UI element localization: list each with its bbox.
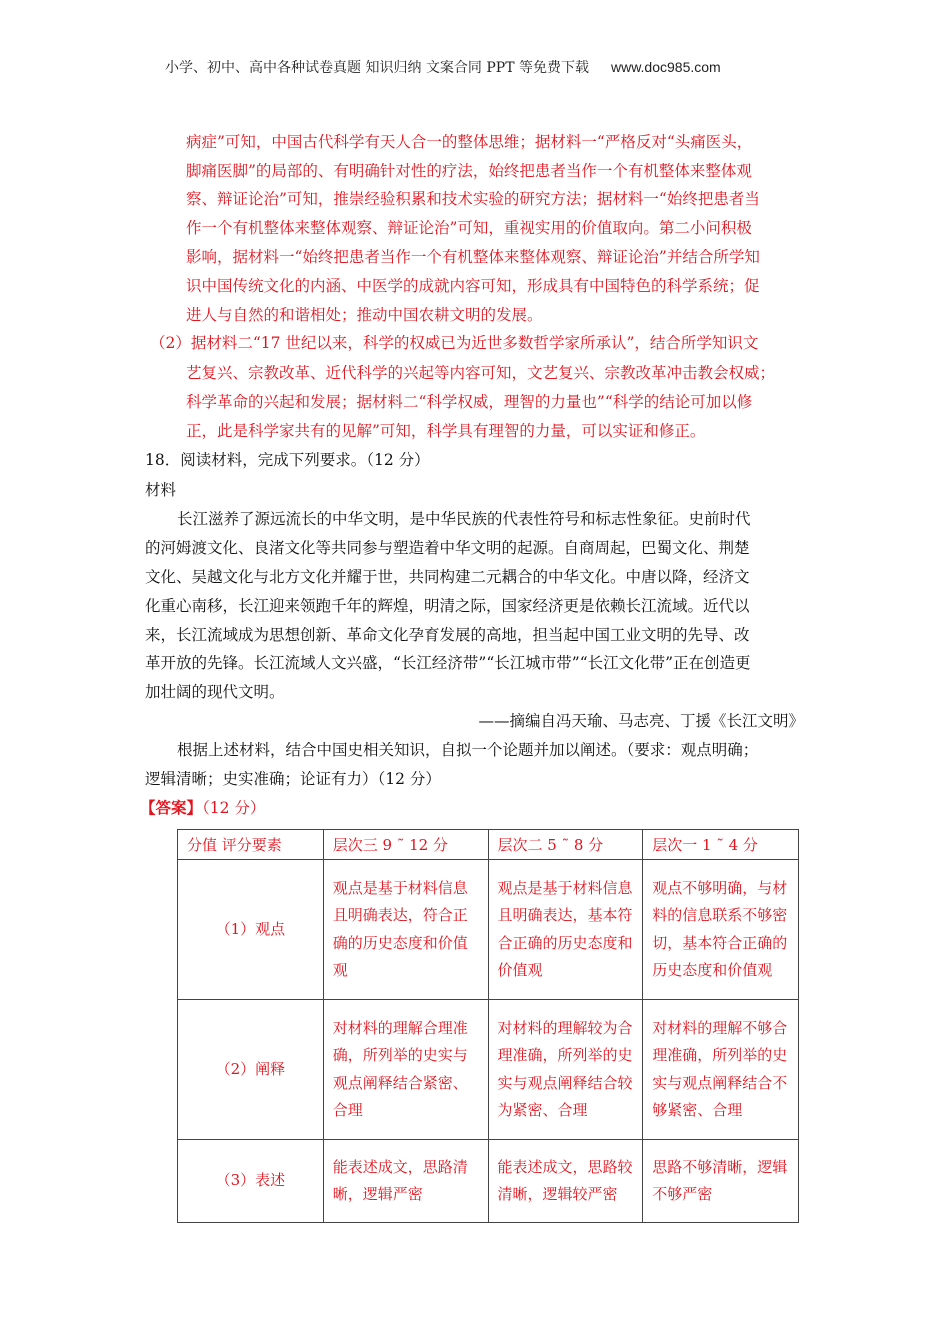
- answer-line: 科学革命的兴起和发展；据材料二“科学权威，理智的力量也”“科学的结论可加以修: [186, 393, 753, 411]
- header-text: 小学、初中、高中各种试卷真题 知识归纳 文案合同 PPT 等免费下载: [165, 60, 589, 76]
- answer-line: 艺复兴、宗教改革、近代科学的兴起等内容可知，文艺复兴、宗教改革冲击教会权威；: [186, 364, 776, 382]
- table-cell: 对材料的理解合理准确，所列举的史实与观点阐释结合紧密、合理: [323, 1000, 488, 1140]
- answer-line: 进人与自然的和谐相处；推动中国农耕文明的发展。: [186, 306, 543, 324]
- answer-line: 正，此是科学家共有的见解”可知，科学具有理智的力量，可以实证和修正。: [186, 422, 706, 440]
- row-label: （2）阐释: [178, 1000, 324, 1140]
- answer-label: 【答案】: [140, 798, 203, 817]
- table-header: 层次三 9 ˜ 12 分: [323, 830, 488, 860]
- table-header-row: [178, 830, 799, 860]
- table-cell: 能表述成文，思路清晰，逻辑严密: [323, 1140, 488, 1223]
- answer-heading: [140, 798, 265, 818]
- material-source: ——摘编自冯天瑜、马志亮、丁援《长江文明》: [478, 712, 804, 730]
- prompt-line: 根据上述材料，结合中国史相关知识，自拟一个论题并加以阐述。（要求：观点明确；: [177, 741, 759, 759]
- answer-line: 作一个有机整体来整体观察、辩证论治”可知，重视实用的价值取向。第二小问积极: [186, 219, 752, 237]
- header-url[interactable]: www.doc985.com: [610, 59, 721, 75]
- material-line: 加壮阔的现代文明。: [145, 683, 285, 701]
- answer-line: 影响，据材料一“始终把患者当作一个有机整体来整体观察、辩证论治”并结合所学知: [186, 248, 760, 266]
- material-line: 革开放的先锋。长江流域人文兴盛，“长江经济带”“长江城市带”“长江文化带”正在创造更: [145, 654, 751, 672]
- table-cell: 对材料的理解不够合理准确，所列举的史实与观点阐释结合不够紧密、合理: [643, 1000, 799, 1140]
- table-header: 层次二 5 ˜ 8 分: [488, 830, 643, 860]
- material-label: 材料: [145, 481, 177, 499]
- material-line: 的河姆渡文化、良渚文化等共同参与塑造着中华文明的起源。自商周起，巴蜀文化、荆楚: [145, 539, 750, 557]
- answer-points: （12 分）: [202, 799, 266, 817]
- answer-line: 病症”可知，中国古代科学有天人合一的整体思维；据材料一“严格反对“头痛医头，: [186, 133, 753, 151]
- answer-line: （2）据材料二“17 世纪以来，科学的权威已为近世多数哲学家所承认”，结合所学知识文: [150, 334, 759, 352]
- table-row: [178, 1000, 799, 1140]
- prompt-line: 逻辑清晰；史实准确；论证有力）（12 分）: [145, 770, 441, 788]
- material-line: 化重心南移，长江迎来领跑千年的辉煌，明清之际，国家经济更是依赖长江流域。近代以: [145, 597, 750, 615]
- table-row: [178, 1140, 799, 1223]
- material-line: 来，长江流域成为思想创新、革命文化孕育发展的高地，担当起中国工业文明的先导、改: [145, 626, 750, 644]
- scoring-table: [177, 829, 799, 1223]
- row-label: （1）观点: [178, 860, 324, 1000]
- table-row: [178, 860, 799, 1000]
- material-line: 长江滋养了源远流长的中华文明，是中华民族的代表性符号和标志性象征。史前时代: [177, 510, 751, 528]
- table-header: 层次一 1 ˜ 4 分: [643, 830, 799, 860]
- table-cell: 能表述成文，思路较清晰，逻辑较严密: [488, 1140, 643, 1223]
- row-label: （3）表述: [178, 1140, 324, 1223]
- table-cell: 对材料的理解较为合理准确，所列举的史实与观点阐释结合较为紧密、合理: [488, 1000, 643, 1140]
- table-header: 分值 评分要素: [178, 830, 324, 860]
- answer-line: 察、辩证论治”可知，推崇经验积累和技术实验的研究方法；据材料一“始终把患者当: [186, 190, 760, 208]
- table-cell: 观点不够明确，与材料的信息联系不够密切，基本符合正确的历史态度和价值观: [643, 860, 799, 1000]
- answer-line: 脚痛医脚”的局部的、有明确针对性的疗法，始终把患者当作一个有机整体来整体观: [186, 162, 752, 180]
- table-cell: 思路不够清晰，逻辑不够严密: [643, 1140, 799, 1223]
- table-cell: 观点是基于材料信息且明确表达，基本符合正确的历史态度和价值观: [488, 860, 643, 1000]
- material-line: 文化、吴越文化与北方文化并耀于世，共同构建二元耦合的中华文化。中唐以降，经济文: [145, 568, 750, 586]
- answer-line: 识中国传统文化的内涵、中医学的成就内容可知，形成具有中国特色的科学系统；促: [186, 277, 760, 295]
- page-header: [165, 57, 721, 77]
- table-cell: 观点是基于材料信息且明确表达，符合正确的历史态度和价值观: [323, 860, 488, 1000]
- question-title: 18．阅读材料，完成下列要求。（12 分）: [145, 451, 430, 469]
